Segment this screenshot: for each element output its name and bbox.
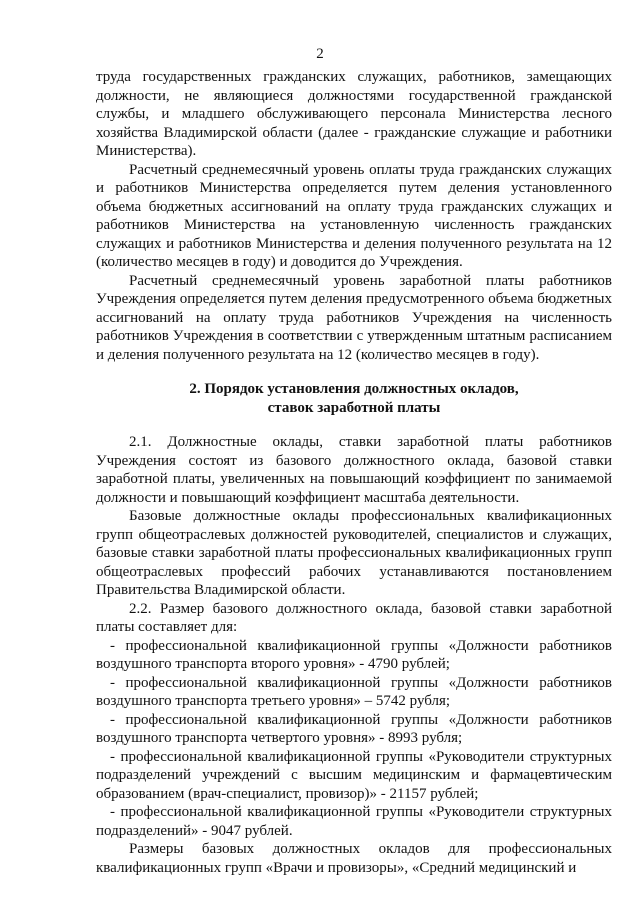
section-2-heading-line-2: ставок заработной платы bbox=[267, 400, 441, 416]
list-item: - профессиональной квалификационной группы «Должности работников воздушного транспорта третьего уровня» – 5742 рубля; bbox=[96, 674, 612, 709]
section-2-text-block bbox=[96, 433, 612, 877]
paragraph-average-salary-ministry: Расчетный среднемесячный уровень оплаты труда гражданских служащих и работников Министерства определяется путем деления установленного объема бюджетных ассигнований на оплату труда гражданских служащих и работников Министерства на установленную численность гражданских служащих и работников Министерства и деления полученного результата на 12 (количество месяцев в году) и доводится до Учреждения. bbox=[96, 161, 612, 270]
list-item: - профессиональной квалификационной группы «Должности работников воздушного транспорта четвертого уровня» - 8993 рубля; bbox=[96, 711, 612, 746]
list-item: - профессиональной квалификационной группы «Руководители структурных подразделений учреждений с высшим медицинским и фармацевтическим образованием (врач-специалист, провизор)» - 21157 рублей; bbox=[96, 748, 612, 802]
paragraph-2-1: 2.1. Должностные оклады, ставки заработной платы работников Учреждения состоят из базового должностного оклада, базовой ставки заработной платы, увеличенных на повышающий коэффициент по занимаемой должности и повышающий коэффициент масштаба деятельности. bbox=[96, 434, 612, 506]
paragraph-continuation: труда государственных гражданских служащих, работников, замещающих должности, не являющиеся должностями государственной гражданской службы, и младшего обслуживающего персонала Министерства лесного хозяйства Владимирской области (далее - гражданские служащие и работники Министерства). bbox=[96, 69, 612, 159]
paragraph-base-salaries-regulation: Базовые должностные оклады профессиональных квалификационных групп общеотраслевых должностей руководителей, специалистов и служащих, базовые ставки заработной платы профессиональных квалификационных групп общеотраслевых профессий рабочих устанавливаются постановлением Правительства Владимирской области. bbox=[96, 508, 612, 598]
section-2-heading-line-1: 2. Порядок установления должностных окладов, bbox=[189, 381, 519, 397]
list-item: - профессиональной квалификационной группы «Руководители структурных подразделений» - 9047 рублей. bbox=[96, 804, 612, 839]
page-number: 2 bbox=[316, 46, 324, 62]
list-item: - профессиональной квалификационной группы «Должности работников воздушного транспорта второго уровня» - 4790 рублей; bbox=[96, 637, 612, 672]
paragraph-2-2: 2.2. Размер базового должностного оклада, базовой ставки заработной платы составляет для: bbox=[96, 600, 612, 635]
paragraph-medical-groups: Размеры базовых должностных окладов для профессиональных квалификационных групп «Врачи и провизоры», «Средний медицинский и bbox=[96, 841, 612, 876]
paragraph-average-salary-institution: Расчетный среднемесячный уровень заработной платы работников Учреждения определяется путем деления предусмотренного объема бюджетных ассигнований на оплату труда работников Учреждения на численность работников Учреждения в соответствии с утвержденным штатным расписанием и деления полученного результата на 12 (количество месяцев в году). bbox=[96, 272, 612, 363]
intro-text-block bbox=[96, 68, 612, 364]
section-2-heading bbox=[96, 380, 612, 418]
